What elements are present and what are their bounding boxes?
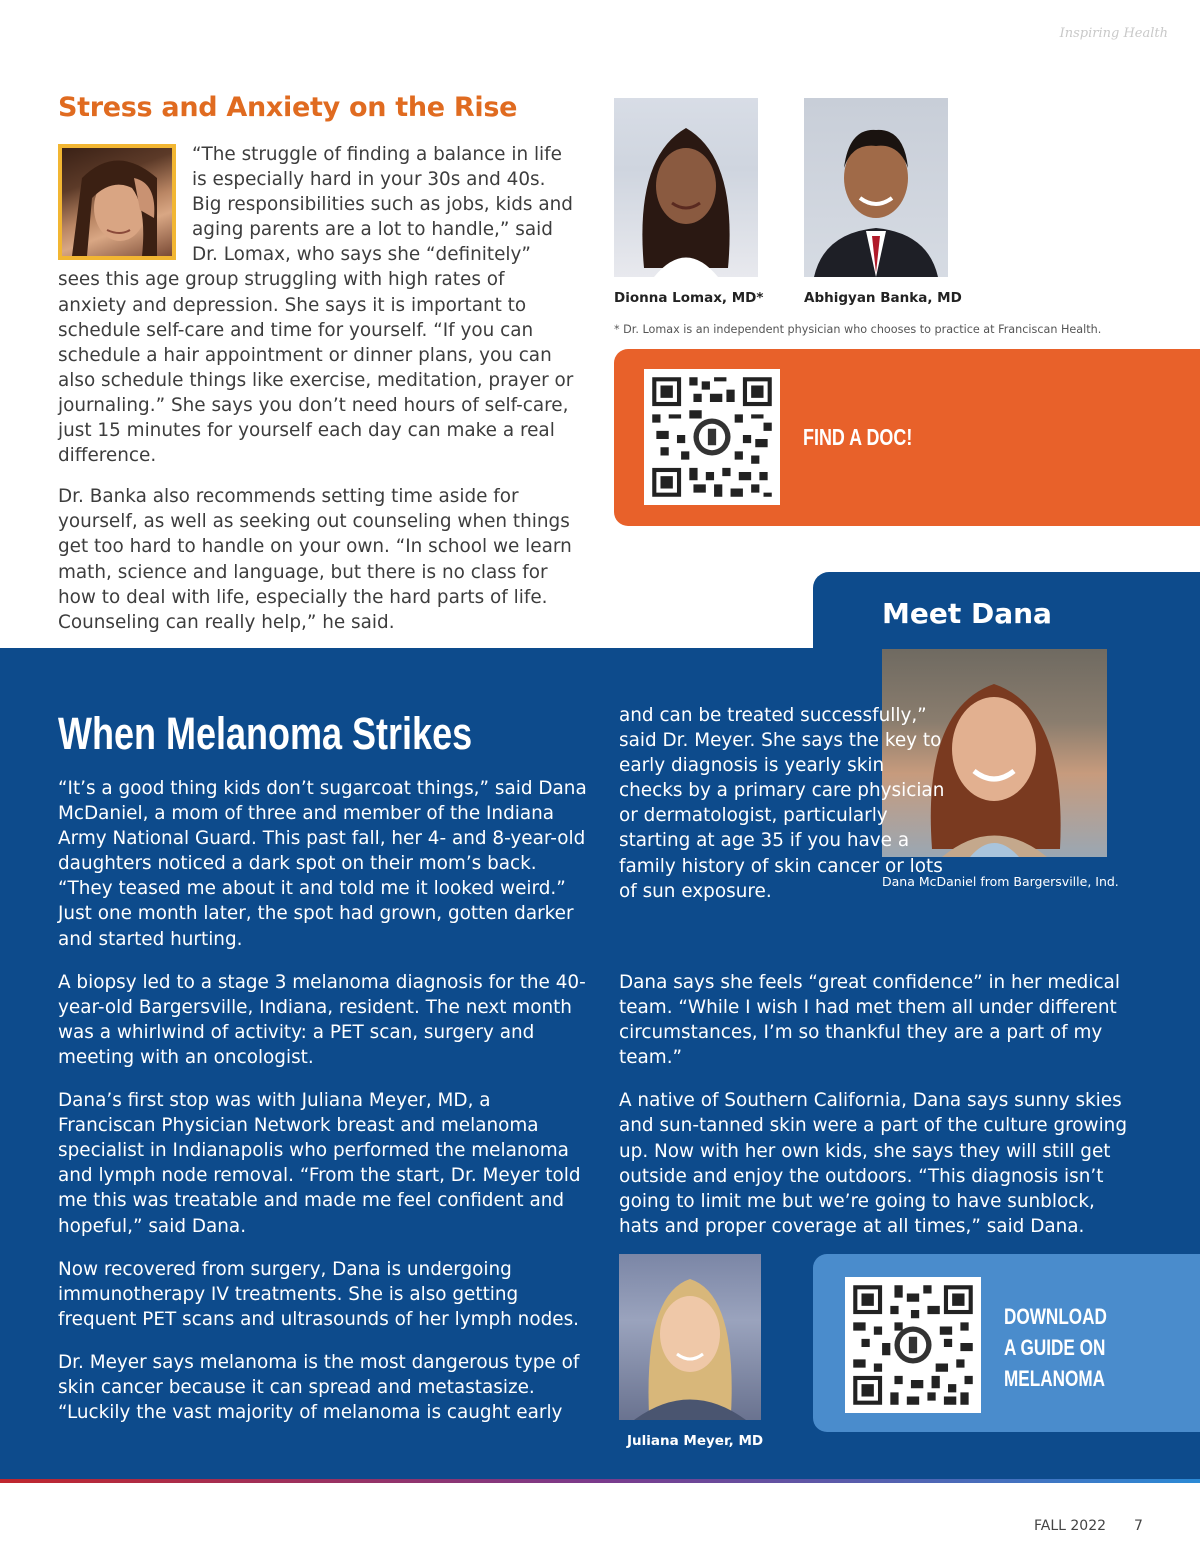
melanoma-article-title: When Melanoma Strikes (58, 708, 473, 759)
abhigyan-banka-photo (804, 98, 948, 277)
meyer-photo-caption: Juliana Meyer, MD (627, 1433, 764, 1449)
page-footer (1034, 1518, 1143, 1534)
stress-section-title: Stress and Anxiety on the Rise (58, 92, 518, 123)
melanoma-left-column (58, 776, 588, 1443)
stress-paragraph-2: Dr. Banka also recommends setting time aside for yourself, as well as seeking out counseling when things get too hard to handle on your own. “In school we learn math, science and language, but there is no class for how to deal with life, especially the hard parts of life. Counseling can really help,” he said. (58, 486, 572, 633)
melanoma-right-column (619, 970, 1139, 1257)
melanoma-paragraph: A native of Southern California, Dana says sunny skies and sun-tanned skin were a part of the culture growing up. Now with her own kids, she says they will still get outside and enjoy the outdoors. “This diagnosis isn’t going to limit me but we’re going to have sunblock, hats and proper coverage at all times,” said Dana. (619, 1090, 1128, 1237)
melanoma-paragraph: Now recovered from surgery, Dana is undergoing immunotherapy IV treatments. She is also getting frequent PET scans and ultrasounds of her lymph nodes. (58, 1258, 579, 1330)
doctor-caption-lomax: Dionna Lomax, MD* (614, 290, 764, 306)
doctor-caption-banka: Abhigyan Banka, MD (804, 290, 962, 306)
melanoma-paragraph: Dana’s first stop was with Juliana Meyer, MD, a Franciscan Physician Network breast and melanoma specialist in Indianapolis who performed the melanoma and lymph node removal. “From the start, Dr. Meyer told me this was treatable and made me feel confident and hopeful,” said Dana. (58, 1090, 581, 1237)
download-guide-qr-code[interactable] (845, 1277, 981, 1413)
download-guide-line-3: MELANOMA (1004, 1366, 1106, 1391)
melanoma-right-column-top (619, 703, 949, 922)
footnote: * Dr. Lomax is an independent physician who chooses to practice at Franciscan Health. (614, 323, 1102, 336)
stress-paragraph-1: “The struggle of finding a balance in life is especially hard in your 30s and 40s. Big responsibilities such as jobs, kids and aging parents are a lot to handle,” said Dr. Lomax, who says she “definitely” sees this age group struggling with high rates of anxiety and depression. She says it is important to schedule self-care and time for yourself. “If you can schedule a hair appointment or dinner plans, you can also schedule things like exercise, meditation, prayer or journaling.” She says you don’t need hours of self-care, just 15 minutes for yourself each day can make a real difference. (58, 144, 574, 467)
download-guide-line-2: A GUIDE ON (1004, 1335, 1106, 1360)
footer-color-stripe (0, 1479, 1200, 1483)
issue-label: FALL 2022 (1034, 1518, 1107, 1534)
meet-dana-title: Meet Dana (882, 597, 1052, 630)
melanoma-paragraph: Dr. Meyer says melanoma is the most dangerous type of skin cancer because it can spread and metastasize. “Luckily the vast majority of melanoma is caught early (58, 1351, 580, 1424)
melanoma-paragraph: “It’s a good thing kids don’t sugarcoat things,” said Dana McDaniel, a mom of three and member of the Indiana Army National Guard. This past fall, her 4- and 8-year-old daughters noticed a dark spot on their mom’s back. “They teased me about it and told me it looked weird.” Just one month later, the spot had grown, gotten darker and started hurting. (58, 778, 587, 950)
dionna-lomax-photo (614, 98, 758, 277)
download-guide-line-1: DOWNLOAD (1004, 1304, 1107, 1329)
download-guide-label[interactable] (1004, 1301, 1107, 1394)
stressed-woman-photo (58, 144, 176, 260)
magazine-tag: Inspiring Health (1059, 26, 1168, 41)
melanoma-paragraph: and can be treated successfully,” said Dr. Meyer. She says the key to early diagnosis is yearly skin checks by a primary care physician or dermatologist, particularly starting at age 35 if you have a family history of skin cancer or lots of sun exposure. (619, 705, 945, 902)
melanoma-paragraph: A biopsy led to a stage 3 melanoma diagnosis for the 40-year-old Bargersville, Indiana, resident. The next month was a whirlwind of activity: a PET scan, surgery and meeting with an oncologist. (58, 971, 586, 1068)
page-number: 7 (1134, 1518, 1143, 1534)
melanoma-paragraph: Dana says she feels “great confidence” in her medical team. “While I wish I had met them all under different circumstances, I’m so thankful they are a part of my team.” (619, 972, 1120, 1069)
dana-photo-caption: Dana McDaniel from Bargersville, Ind. (882, 874, 1119, 889)
find-doc-qr-code[interactable] (644, 369, 780, 505)
find-doc-label[interactable]: FIND A DOC! (803, 424, 913, 450)
juliana-meyer-photo (619, 1254, 761, 1420)
